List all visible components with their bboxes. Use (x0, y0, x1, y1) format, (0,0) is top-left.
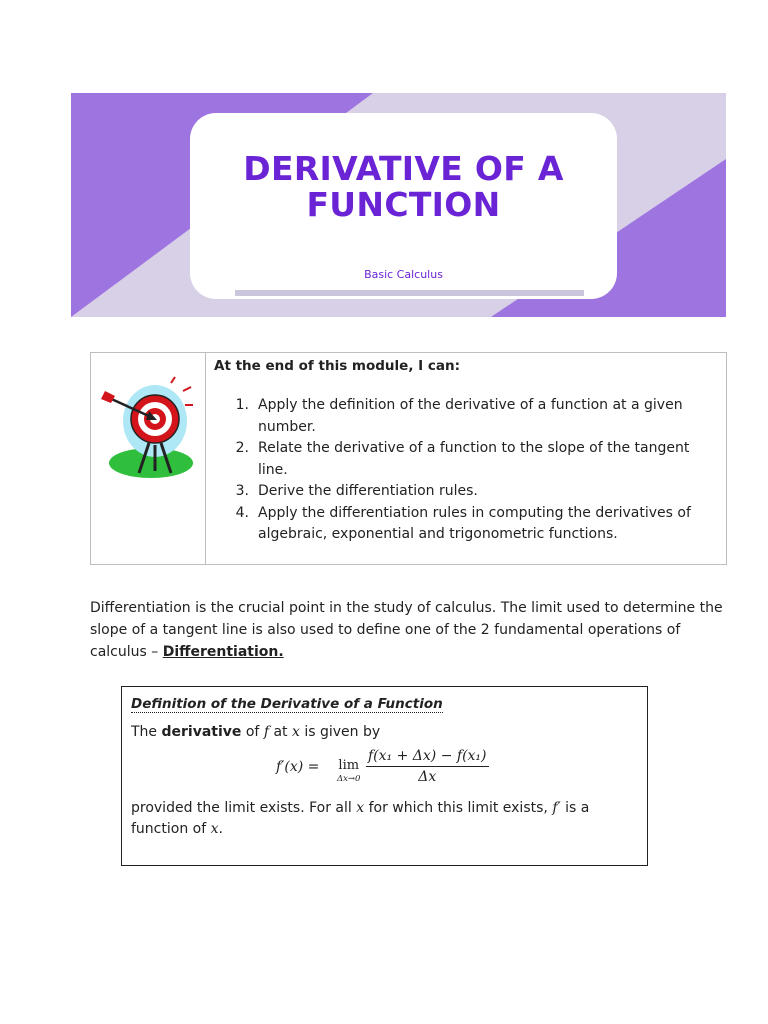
formula-denominator: Δx (418, 769, 437, 785)
intro-keyword: Differentiation. (162, 644, 284, 660)
list-item-text: Apply the differentiation rules in computing the derivatives of algebraic, exponential and trigonometric functions. (258, 504, 691, 542)
page-title (190, 151, 617, 223)
target-with-arrow-icon (101, 375, 195, 485)
page-title-line-1: DERIVATIVE OF A (243, 149, 564, 188)
page-title-line-2: FUNCTION (306, 185, 501, 224)
list-item-text: Relate the derivative of a function to the slope of the tangent line. (258, 440, 690, 478)
math-variable: x (291, 724, 300, 740)
list-item-text: Derive the differentiation rules. (258, 483, 478, 499)
list-item-text: Apply the definition of the derivative of a function at a given number. (258, 397, 683, 435)
objectives-list (214, 395, 716, 546)
math-variable: x (210, 821, 219, 837)
definition-text: for which this limit exists, (364, 800, 553, 816)
definition-text: is a function of (131, 800, 590, 837)
math-variable: f′ (552, 800, 561, 816)
formula-lhs: f′(x) = (276, 759, 320, 775)
list-item-number: 3. (235, 483, 249, 499)
formula-fraction (366, 746, 489, 787)
definition-text: The (131, 724, 162, 740)
definition-text: provided the limit exists. For all (131, 800, 357, 816)
definition-box (121, 686, 648, 866)
formula-numerator: f(x₁ + Δx) − f(x₁) (366, 746, 489, 767)
objectives-heading: At the end of this module, I can: (214, 358, 460, 374)
definition-title: Definition of the Derivative of a Function (131, 696, 443, 712)
definition-text: of (241, 724, 264, 740)
math-variable: f (263, 724, 269, 740)
math-variable: x (356, 800, 365, 816)
list-item (214, 503, 716, 546)
banner-card (190, 113, 617, 299)
formula-lim-subscript: Δx→0 (337, 774, 361, 784)
objectives-table (90, 352, 727, 565)
list-item-number: 4. (235, 504, 249, 521)
intro-paragraph (90, 597, 730, 663)
definition-text: . (218, 821, 223, 837)
intro-text: Differentiation is the crucial point in the study of calculus. The limit used to determine the slope of a tangent line is also used to define one of the 2 fundamental operations of calculus – (90, 600, 723, 660)
definition-statement (131, 722, 637, 742)
formula-limit (337, 758, 360, 784)
list-item (214, 395, 716, 438)
definition-text: at (269, 724, 292, 740)
list-item (214, 481, 716, 503)
definition-condition (131, 798, 637, 840)
formula-lim-word: lim (338, 758, 360, 773)
definition-term: derivative (161, 724, 242, 740)
objectives-content (206, 353, 726, 564)
title-banner (71, 93, 726, 317)
list-item-number: 1. (235, 397, 249, 413)
derivative-formula (131, 746, 637, 796)
banner-divider-bar (235, 290, 584, 296)
page-subtitle: Basic Calculus (364, 268, 443, 281)
definition-text: is given by (299, 724, 381, 740)
objectives-icon-cell (91, 353, 206, 564)
list-item (214, 438, 716, 481)
list-item-number: 2. (235, 440, 249, 456)
